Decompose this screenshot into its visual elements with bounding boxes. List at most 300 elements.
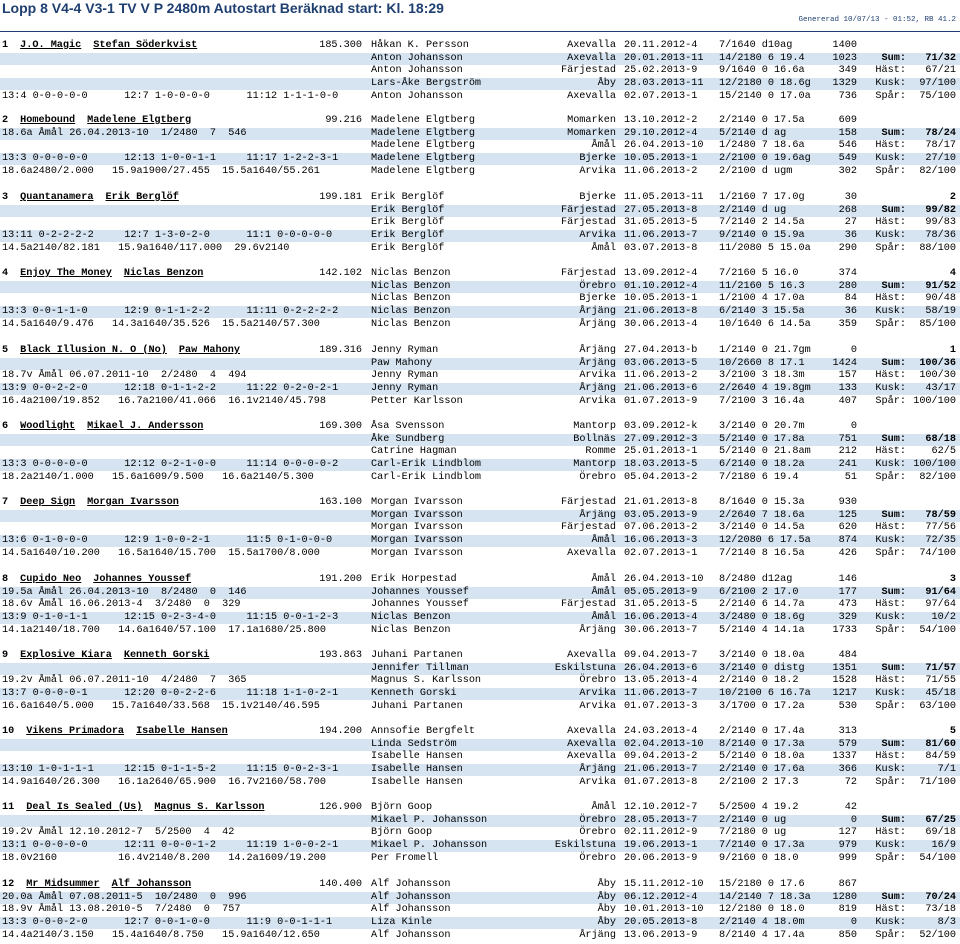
- table-row: [0, 827, 960, 839]
- start-result: 12/2180 0 18.6g: [719, 78, 811, 90]
- horse-name: Cupido Neo: [20, 574, 82, 585]
- stat-value: 45/18: [925, 688, 956, 700]
- start-date: 28.03.2013-11: [624, 78, 704, 90]
- start-date: 02.04.2013-10: [624, 738, 704, 750]
- start-date: 24.03.2013-4: [624, 726, 698, 737]
- start-prize: 1424: [832, 357, 857, 369]
- stat-value: 77/56: [925, 522, 956, 534]
- stat-value: 100/36: [919, 357, 956, 369]
- start-result: 11/2080 5 15.0a: [719, 242, 811, 254]
- start-driver: Madelene Elgtberg: [371, 115, 475, 126]
- start-result: 2/2140 0 ug: [719, 814, 787, 826]
- horse-points: 99.216: [325, 115, 362, 126]
- start-prize: 1733: [832, 624, 857, 636]
- stat-value: 91/64: [925, 586, 956, 598]
- start-prize: 72: [844, 776, 857, 788]
- start-track: Bjerke: [579, 192, 616, 203]
- stat-value: 63/100: [919, 700, 956, 712]
- start-track: Årjäng: [579, 357, 616, 369]
- table-row: [0, 904, 960, 916]
- start-driver: Erik Berglöf: [371, 192, 445, 203]
- stat-label: Häst:: [875, 65, 906, 77]
- start-driver: Jenny Ryman: [371, 345, 439, 356]
- table-row: [0, 319, 960, 331]
- table-row: [0, 115, 960, 127]
- start-date: 06.12.2012-4: [624, 891, 698, 903]
- stat-value: 100/100: [913, 395, 956, 407]
- table-row: [0, 53, 960, 65]
- start-prize: 280: [838, 280, 857, 292]
- horse-name: Deal Is Sealed (Us): [26, 802, 143, 813]
- start-result: 2/2140 0 18.2: [719, 675, 799, 687]
- table-row: [0, 777, 960, 789]
- start-driver: Carl-Erik Lindblom: [371, 459, 482, 471]
- start-prize: 241: [838, 459, 857, 471]
- horse-header: [2, 497, 179, 509]
- stat-label: Sum:: [881, 738, 906, 750]
- table-row: [0, 675, 960, 687]
- start-prize: 157: [838, 370, 857, 382]
- start-result: 2/2640 4 19.8gm: [719, 383, 811, 395]
- start-result: 6/2100 2 17.0: [719, 586, 799, 598]
- horse-header: [2, 115, 191, 127]
- start-result: 14/2140 7 18.3a: [719, 891, 811, 903]
- start-date: 13.09.2012-4: [624, 268, 698, 279]
- start-track: Årjäng: [579, 345, 616, 356]
- start-driver: Niclas Benzon: [371, 293, 451, 305]
- start-driver: Liza Kinle: [371, 917, 433, 929]
- stat-label: Sum:: [881, 662, 906, 674]
- stat-value: 100/100: [913, 459, 956, 471]
- start-driver: Alf Johansson: [371, 879, 451, 890]
- table-row: [0, 217, 960, 229]
- stat-value: 71/100: [919, 776, 956, 788]
- form-line: 18.9v Åmål 13.08.2010-5 7/2480 0 757: [2, 904, 241, 916]
- stat-value: 54/100: [919, 624, 956, 636]
- start-date: 30.06.2013-7: [624, 624, 698, 636]
- start-prize: 1280: [832, 891, 857, 903]
- start-prize: 177: [838, 586, 857, 598]
- stat-label: Kusk:: [875, 230, 906, 242]
- horse-points: 193.863: [319, 650, 362, 661]
- start-track: Årjäng: [579, 624, 616, 636]
- start-driver: Niclas Benzon: [371, 318, 451, 330]
- horse-points: 199.181: [319, 192, 362, 203]
- form-line: 13:3 0-0-0-0-0 12:13 1-0-0-1-1 11:17 1-2-2-3-1: [2, 153, 339, 165]
- form-line: 13:3 0-0-0-2-0 12:7 0-0-1-0-0 11:9 0-0-1-1-1: [2, 917, 333, 929]
- start-date: 13.05.2013-4: [624, 675, 698, 687]
- start-result: 7/2180 6 19.4: [719, 471, 799, 483]
- start-result: 2/2640 7 18.6a: [719, 509, 805, 521]
- start-track: Åmål: [591, 140, 616, 152]
- start-date: 03.07.2013-8: [624, 242, 698, 254]
- stat-label: Kusk:: [875, 612, 906, 624]
- start-track: Åmål: [591, 586, 616, 598]
- stat-value: 58/19: [925, 306, 956, 318]
- horse-driver: Morgan Ivarsson: [87, 497, 179, 508]
- start-driver: Erik Berglöf: [371, 242, 445, 254]
- table-row: [0, 599, 960, 611]
- stat-label: Sum:: [881, 891, 906, 903]
- start-driver: Niclas Benzon: [371, 612, 451, 624]
- stat-label: Häst:: [875, 904, 906, 916]
- start-prize: 930: [838, 497, 857, 508]
- start-prize: 30: [844, 192, 857, 203]
- start-prize: 146: [838, 574, 857, 585]
- stat-label: Sum:: [881, 814, 906, 826]
- start-driver: Niclas Benzon: [371, 624, 451, 636]
- start-prize: 426: [838, 547, 857, 559]
- generated-timestamp: Genererad 10/07/13 - 01:52, RB 41.2: [798, 16, 956, 24]
- start-track: Arvika: [579, 165, 616, 177]
- start-track: Färjestad: [560, 204, 616, 216]
- start-result: 3/2140 0 14.5a: [719, 522, 805, 534]
- form-line: 14.5a1640/9.476 14.3a1640/35.526 15.5a2140/57.300: [2, 318, 320, 330]
- start-track: Örebro: [579, 471, 616, 483]
- horse-header: [2, 421, 203, 433]
- start-date: 11.06.2013-2: [624, 165, 698, 177]
- start-prize: 1337: [832, 751, 857, 763]
- start-prize: 473: [838, 599, 857, 611]
- stat-label: Spår:: [875, 242, 906, 254]
- horse-number: 8: [2, 574, 9, 585]
- start-date: 27.09.2012-3: [624, 433, 698, 445]
- stat-value: 52/100: [919, 929, 956, 941]
- start-result: 3/2100 3 18.3m: [719, 370, 805, 382]
- start-result: 2/2140 0 17.6a: [719, 764, 805, 776]
- stat-label: Kusk:: [875, 383, 906, 395]
- horse-header: [2, 726, 228, 738]
- start-result: 10/1640 6 14.5a: [719, 318, 811, 330]
- start-driver: Madelene Elgtberg: [371, 153, 475, 165]
- stat-value: 71/32: [925, 52, 956, 64]
- stat-label: Spår:: [875, 165, 906, 177]
- horse-driver: Alf Johansson: [111, 879, 192, 890]
- form-line: 18.6v Åmål 16.06.2013-4 3/2480 0 329: [2, 599, 241, 611]
- horse-driver: Niclas Benzon: [123, 268, 204, 279]
- start-prize: 979: [838, 840, 857, 852]
- start-track: Axevalla: [567, 738, 616, 750]
- table-row: [0, 510, 960, 522]
- start-prize: 999: [838, 852, 857, 864]
- start-date: 10.01.2013-10: [624, 904, 704, 916]
- start-driver: Annsofie Bergfelt: [371, 726, 475, 737]
- start-date: 19.06.2013-1: [624, 840, 698, 852]
- stat-value: 54/100: [919, 852, 956, 864]
- horse-points: 142.102: [319, 268, 362, 279]
- stat-label: Sum:: [881, 433, 906, 445]
- start-result: 7/2180 0 ug: [719, 827, 787, 839]
- start-prize: 302: [838, 165, 857, 177]
- start-result: 3/2140 0 18.0a: [719, 650, 805, 661]
- stat-label: Häst:: [875, 140, 906, 152]
- stat-label: Spår:: [875, 547, 906, 559]
- start-result: 1/2100 4 17.0a: [719, 293, 805, 305]
- horse-name: Quantanamera: [20, 192, 94, 203]
- horse-header: [2, 574, 191, 586]
- start-date: 21.06.2013-6: [624, 383, 698, 395]
- start-track: Axevalla: [567, 90, 616, 102]
- form-line: 16.4a2100/19.852 16.7a2100/41.066 16.1v2140/45.798: [2, 395, 327, 407]
- start-prize: 1528: [832, 675, 857, 687]
- start-date: 11.06.2013-2: [624, 370, 698, 382]
- table-row: [0, 879, 960, 891]
- start-track: Färjestad: [560, 217, 616, 229]
- stat-value: 62/5: [931, 446, 956, 458]
- start-prize: 27: [844, 217, 857, 229]
- horse-number: 10: [2, 726, 15, 737]
- start-result: 3/1700 0 17.2a: [719, 700, 805, 712]
- start-track: Åby: [597, 917, 616, 929]
- start-driver: Erik Berglöf: [371, 217, 445, 229]
- start-driver: Mikael P. Johansson: [371, 814, 488, 826]
- stat-label: Kusk:: [875, 764, 906, 776]
- stat-label: Spår:: [875, 929, 906, 941]
- start-result: 3/2140 0 distg: [719, 662, 805, 674]
- start-track: Åby: [597, 879, 616, 890]
- table-row: [0, 421, 960, 433]
- horse-driver: Johannes Youssef: [93, 574, 192, 585]
- horse-name: Mr Midsummer: [26, 879, 100, 890]
- stat-value: 97/64: [925, 599, 956, 611]
- horse-name: Vikens Primadora: [26, 726, 125, 737]
- table-row: [0, 930, 960, 942]
- start-track: Åmål: [591, 612, 616, 624]
- start-track: Arvika: [579, 230, 616, 242]
- start-driver: Anton Johansson: [371, 65, 463, 77]
- start-result: 7/2140 8 16.5a: [719, 547, 805, 559]
- horse-number: 1: [2, 40, 9, 51]
- stat-label: Häst:: [875, 370, 906, 382]
- horse-points: 194.200: [319, 726, 362, 737]
- table-row: [0, 205, 960, 217]
- start-driver: Johannes Youssef: [371, 599, 469, 611]
- start-date: 01.07.2013-8: [624, 776, 698, 788]
- start-track: Arvika: [579, 688, 616, 700]
- start-track: Axevalla: [567, 726, 616, 737]
- start-result: 10/2660 8 17.1: [719, 357, 805, 369]
- horse-name: Explosive Kiara: [20, 650, 112, 661]
- start-date: 21.06.2013-7: [624, 764, 698, 776]
- start-result: 1/2160 7 17.0g: [719, 192, 805, 203]
- start-track: Axevalla: [567, 751, 616, 763]
- horse-number: 5: [2, 345, 9, 356]
- start-date: 02.11.2012-9: [624, 827, 698, 839]
- start-result: 2/2140 d ug: [719, 204, 787, 216]
- horse-name: Enjoy The Money: [20, 268, 112, 279]
- stat-label: Kusk:: [875, 840, 906, 852]
- start-track: Eskilstuna: [554, 662, 616, 674]
- stat-value: 100/30: [919, 370, 956, 382]
- start-driver: Björn Goop: [371, 802, 433, 813]
- start-prize: 329: [838, 612, 857, 624]
- start-track: Färjestad: [560, 65, 616, 77]
- table-row: [0, 650, 960, 662]
- start-track: Åmål: [591, 535, 616, 547]
- start-result: 9/1640 0 16.6a: [719, 65, 805, 77]
- start-track: Åmål: [591, 574, 616, 585]
- stat-value: 78/59: [925, 509, 956, 521]
- start-date: 21.01.2013-8: [624, 497, 698, 508]
- stat-value: 99/82: [925, 204, 956, 216]
- table-row: [0, 917, 960, 929]
- start-prize: 349: [838, 65, 857, 77]
- table-row: [0, 764, 960, 776]
- form-line: 16.6a1640/5.000 15.7a1640/33.568 15.1v2140/46.595: [2, 700, 320, 712]
- stat-value: 90/48: [925, 293, 956, 305]
- start-track: Årjäng: [579, 929, 616, 941]
- rank-value: 2: [949, 192, 956, 203]
- start-date: 25.02.2013-9: [624, 65, 698, 77]
- start-driver: Erik Horpestad: [371, 574, 457, 585]
- start-track: Axevalla: [567, 40, 616, 51]
- start-prize: 407: [838, 395, 857, 407]
- start-result: 10/2100 6 16.7a: [719, 688, 811, 700]
- stat-value: 16/9: [931, 840, 956, 852]
- start-result: 15/2140 0 17.0a: [719, 90, 811, 102]
- start-result: 8/1640 0 15.3a: [719, 497, 805, 508]
- start-track: Årjäng: [579, 306, 616, 318]
- stat-value: 69/18: [925, 827, 956, 839]
- stat-label: Spår:: [875, 624, 906, 636]
- stat-label: Sum:: [881, 127, 906, 139]
- start-driver: Carl-Erik Lindblom: [371, 471, 482, 483]
- start-driver: Magnus S. Karlsson: [371, 675, 482, 687]
- start-result: 5/2140 4 14.1a: [719, 624, 805, 636]
- stat-value: 67/25: [925, 814, 956, 826]
- start-date: 03.06.2013-5: [624, 357, 698, 369]
- start-track: Axevalla: [567, 547, 616, 559]
- start-prize: 158: [838, 127, 857, 139]
- form-line: 20.0a Åmål 07.08.2011-5 10/2480 0 996: [2, 891, 247, 903]
- table-row: [0, 802, 960, 814]
- start-driver: Linda Sedström: [371, 738, 457, 750]
- form-line: 13:6 0-1-0-0-0 12:9 1-0-0-2-1 11:5 0-1-0-0-0: [2, 535, 333, 547]
- horse-driver: Erik Berglöf: [105, 192, 179, 203]
- start-result: 2/2140 0 17.4a: [719, 726, 805, 737]
- stat-value: 67/21: [925, 65, 956, 77]
- start-date: 20.05.2013-8: [624, 917, 698, 929]
- start-prize: 366: [838, 764, 857, 776]
- form-line: 13:3 0-0-0-0-0 12:12 0-2-1-0-0 11:14 0-0-0-0-2: [2, 459, 339, 471]
- horse-number: 3: [2, 192, 9, 203]
- start-result: 2/2140 6 14.7a: [719, 599, 805, 611]
- start-driver: Erik Berglöf: [371, 230, 445, 242]
- form-line: 14.1a2140/18.700 14.6a1640/57.100 17.1a1680/25.800: [2, 624, 327, 636]
- start-driver: Alf Johansson: [371, 891, 451, 903]
- start-driver: Anton Johansson: [371, 52, 463, 64]
- table-row: [0, 230, 960, 242]
- start-prize: 530: [838, 700, 857, 712]
- start-date: 01.10.2012-4: [624, 280, 698, 292]
- table-row: [0, 306, 960, 318]
- horse-name: J.O. Magic: [20, 40, 82, 51]
- table-row: [0, 383, 960, 395]
- table-row: [0, 434, 960, 446]
- form-line: 13:11 0-2-2-2-2 12:7 1-3-0-2-0 11:1 0-0-0-0-0: [2, 230, 333, 242]
- form-line: 14.9a1640/26.300 16.1a2640/65.900 16.7v2160/58.700: [2, 776, 327, 788]
- table-row: [0, 140, 960, 152]
- start-track: Åmål: [591, 802, 616, 813]
- horse-driver: Isabelle Hansen: [136, 726, 228, 737]
- stat-label: Spår:: [875, 700, 906, 712]
- start-prize: 850: [838, 929, 857, 941]
- start-date: 07.06.2013-2: [624, 522, 698, 534]
- horse-driver: Mikael J. Andersson: [87, 421, 204, 432]
- start-date: 02.07.2013-1: [624, 90, 698, 102]
- stat-label: Sum:: [881, 204, 906, 216]
- stat-value: 82/100: [919, 471, 956, 483]
- rank-value: 1: [949, 345, 956, 356]
- start-prize: 867: [838, 879, 857, 890]
- start-track: Färjestad: [560, 522, 616, 534]
- stat-value: 97/100: [919, 78, 956, 90]
- horse-number: 6: [2, 421, 9, 432]
- start-date: 05.04.2013-2: [624, 471, 698, 483]
- stat-label: Sum:: [881, 509, 906, 521]
- start-date: 20.01.2013-11: [624, 52, 704, 64]
- rank-value: 3: [949, 574, 956, 585]
- start-driver: Kenneth Gorski: [371, 688, 457, 700]
- start-track: Axevalla: [567, 52, 616, 64]
- start-track: Örebro: [579, 280, 616, 292]
- form-line: 13:9 0-0-2-2-0 12:18 0-1-1-2-2 11:22 0-2-0-2-1: [2, 383, 339, 395]
- start-date: 29.10.2012-4: [624, 127, 698, 139]
- horse-points: 169.300: [319, 421, 362, 432]
- start-driver: Niclas Benzon: [371, 280, 451, 292]
- start-date: 02.07.2013-1: [624, 547, 698, 559]
- stat-label: Kusk:: [875, 688, 906, 700]
- start-prize: 84: [844, 293, 857, 305]
- start-driver: Morgan Ivarsson: [371, 535, 463, 547]
- table-row: [0, 128, 960, 140]
- start-date: 27.04.2013-b: [624, 345, 698, 356]
- start-result: 9/2140 0 15.9a: [719, 230, 805, 242]
- start-date: 01.07.2013-3: [624, 700, 698, 712]
- start-date: 11.06.2013-7: [624, 230, 698, 242]
- start-prize: 819: [838, 904, 857, 916]
- start-result: 9/2160 0 18.0: [719, 852, 799, 864]
- table-row: [0, 522, 960, 534]
- horse-header: [2, 268, 203, 280]
- start-prize: 546: [838, 140, 857, 152]
- form-line: 13:1 0-0-0-0-0 12:11 0-0-0-1-2 11:19 1-0-0-2-1: [2, 840, 339, 852]
- stat-value: 10/2: [931, 612, 956, 624]
- horse-name: Black Illusion N. O (No): [20, 345, 167, 356]
- start-driver: Isabelle Hansen: [371, 776, 463, 788]
- horse-points: 126.900: [319, 802, 362, 813]
- start-prize: 620: [838, 522, 857, 534]
- table-row: [0, 751, 960, 763]
- form-line: 19.2v Åmål 12.10.2012-7 5/2500 4 42: [2, 827, 235, 839]
- start-prize: 359: [838, 318, 857, 330]
- horse-header: [2, 879, 191, 891]
- start-result: 7/2100 3 16.4a: [719, 395, 805, 407]
- start-driver: Jennifer Tillman: [371, 662, 469, 674]
- start-prize: 133: [838, 383, 857, 395]
- horse-number: 11: [2, 802, 15, 813]
- start-result: 12/2180 0 18.0: [719, 904, 805, 916]
- start-track: Årjäng: [579, 509, 616, 521]
- table-row: [0, 65, 960, 77]
- start-driver: Lars-Åke Bergström: [371, 78, 482, 90]
- table-row: [0, 625, 960, 637]
- horse-name: Homebound: [20, 115, 76, 126]
- start-result: 3/2140 0 20.7m: [719, 421, 805, 432]
- start-driver: Paw Mahony: [371, 357, 433, 369]
- table-row: [0, 726, 960, 738]
- start-prize: 1023: [832, 52, 857, 64]
